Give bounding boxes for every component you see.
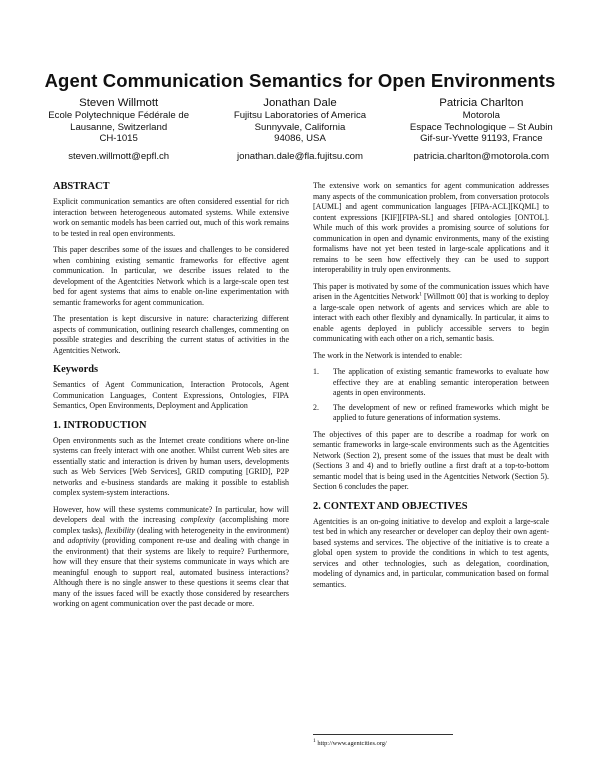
body-paragraph: The work in the Network is intended to enable: — [313, 350, 463, 360]
footnote — [313, 737, 387, 747]
emphasis-adoptivity: adoptivity — [67, 536, 100, 545]
text-run: This paper is motivated by some of the communication issues which have arisen in the Agentcities Network — [313, 281, 549, 301]
author-email: patricia.charlton@motorola.com — [413, 150, 550, 162]
body-paragraph: The objectives of this paper are to describe a roadmap for work on semantic frameworks in large-scale environments such as the Agentcities Network (Section 2), present some of the issues that must be dealt with (Sections 3 and 4) and to briefly outline a first draft at a top-to-bottom semantic model that is being used in the Agentcities Network (Section 5). Section 6 concludes the paper. — [313, 429, 549, 491]
list-number: 2. — [313, 402, 319, 412]
author-2 — [209, 97, 390, 162]
text-run: (providing component re-use and dealing with change in the environment) that their systems are likely to require? Furthermore, how will they ensure that their systems communicate in ways which are meaningful enough to support real, automated business interactions? Although there is no single answer to these questions it seems clear that many of the issues faced will be exactly those considered by researchers working on agent communication over the past decade or more. — [53, 536, 289, 608]
author-name: Patricia Charlton — [439, 97, 524, 109]
footnote-marker: 1 — [419, 291, 422, 298]
author-affiliation-line: Espace Technologique – St Aubin — [409, 121, 553, 133]
list-number: 1. — [313, 367, 319, 376]
list-item — [313, 367, 549, 399]
author-affiliation-line: Fujitsu Laboratories of America — [233, 110, 367, 121]
footnote-divider — [313, 734, 453, 735]
author-block — [28, 97, 572, 162]
footnote-number: 1 — [313, 737, 316, 744]
list-item — [313, 403, 549, 424]
right-column — [313, 181, 549, 596]
author-affiliation-line: Ecole Polytechnique Fédérale de — [48, 110, 190, 121]
left-column — [53, 181, 289, 616]
abstract-heading: ABSTRACT — [53, 181, 110, 192]
introduction-heading: 1. INTRODUCTION — [53, 419, 147, 431]
paper-title: Agent Communication Semantics for Open Environments — [44, 70, 556, 91]
introduction-paragraph: Open environments such as the Internet create conditions where on-line systems can freely interact with one another. Whilst current Web sites are essentially static and interaction is driven by human users, developments such as Web Services [Web Services], GRID computing [GRID], P2P networks and e-business standards are making it possible to establish complex system-system interactions. — [53, 435, 289, 497]
text-run: However, how will these systems communicate? In particular, how will developers deal with the increasing — [53, 504, 289, 524]
text-run: [Willmott 00] that is working to deploy a large-scale open network of agents and services which are able to interact with each other flexibly and dynamically. In particular, it aims to enable agents deployed in publicly accessible servers to begin communicating with each other on a rich, semantic basis. — [313, 292, 550, 343]
footnote-link[interactable]: http://www.agentcities.org/ — [315, 740, 387, 747]
author-affiliation-line: Motorola — [462, 110, 500, 121]
list-text: The application of existing semantic frameworks to evaluate how effective they are at enabling semantic interoperation between agents in open environments. — [333, 367, 549, 397]
author-affiliation-line: Lausanne, Switzerland — [70, 121, 168, 133]
text-run: (dealing with heterogeneity in the environment) and — [53, 525, 289, 545]
author-name: Jonathan Dale — [263, 97, 337, 109]
author-name: Steven Willmott — [79, 97, 159, 109]
emphasis-complexity: complexity — [180, 515, 215, 524]
list-text: The development of new or refined frameworks which might be applied to future generations of information systems. — [333, 402, 549, 422]
keywords-text: Semantics of Agent Communication, Interaction Protocols, Agent Communication Languages, Content Expressions, Ontologies, FIPA Semantics, Open Environments, Deployment and Application — [53, 380, 289, 410]
author-1 — [28, 97, 209, 162]
body-paragraph — [313, 282, 549, 345]
author-3 — [391, 97, 572, 162]
author-affiliation-line: Gif-sur-Yvette 91193, France — [420, 133, 543, 145]
author-email: jonathan.dale@fla.fujitsu.com — [236, 150, 363, 162]
body-paragraph: The extensive work on semantics for agent communication addresses many aspects of the communication problem, from conversation protocols [AUML] and agent communication languages [FIPA-ACL][KQML] to content expressions [KIF][FIPA-SL] and shared ontologies [ONTOL]. While much of this work provides a promising source of solutions for communication in open and dynamic environments, many of the existing formalisms have not yet been tested in large-scale applications and it remains to be seen how effectively they can be used to support interoperability in truly open environments. — [313, 181, 549, 274]
body-paragraph: Agentcities is an on-going initiative to develop and exploit a large-scale test bed in which any researcher or developer can deploy their own agent-based systems and services. The objective of the initiative is to create a global open system to provide the conditions in which to test agents, services and other technologies, such as delegation, coordination, modeling of dynamics and, in particular, communication based on formal semantics. — [313, 516, 549, 589]
keywords-heading: Keywords — [53, 364, 99, 375]
author-affiliation-line: CH-1015 — [99, 133, 138, 145]
numbered-list — [313, 367, 549, 424]
abstract-paragraph: This paper describes some of the issues and challenges to be considered when combining existing semantic frameworks for effective agent communication. In particular, we describe issues related to the development of the Agentcities Network which is a large-scale open test bed for agent systems that aims to enable on-line experimentation with semantic frameworks for agent communication. — [53, 245, 289, 307]
context-heading: 2. CONTEXT AND OBJECTIVES — [313, 500, 468, 512]
text-run: (accomplishing more complex tasks), — [53, 515, 290, 535]
abstract-paragraph: Explicit communication semantics are often considered essential for rich interaction between heterogeneous automated systems. While extensive work on semantic models has been carried out, much of this work remains to be tested in real open environments. — [53, 197, 289, 238]
abstract-paragraph: The presentation is kept discursive in nature: characterizing different aspects of communication, outlining research challenges, commenting on possible strategies and describing the current status of activities in the Agentcities Network. — [53, 314, 289, 355]
author-email: steven.willmott@epfl.ch — [68, 150, 170, 162]
introduction-paragraph — [53, 505, 289, 610]
author-affiliation-line: Sunnyvale, California — [254, 121, 346, 133]
author-affiliation-line: 94086, USA — [274, 133, 326, 145]
emphasis-flexibility: flexibility — [104, 525, 135, 535]
